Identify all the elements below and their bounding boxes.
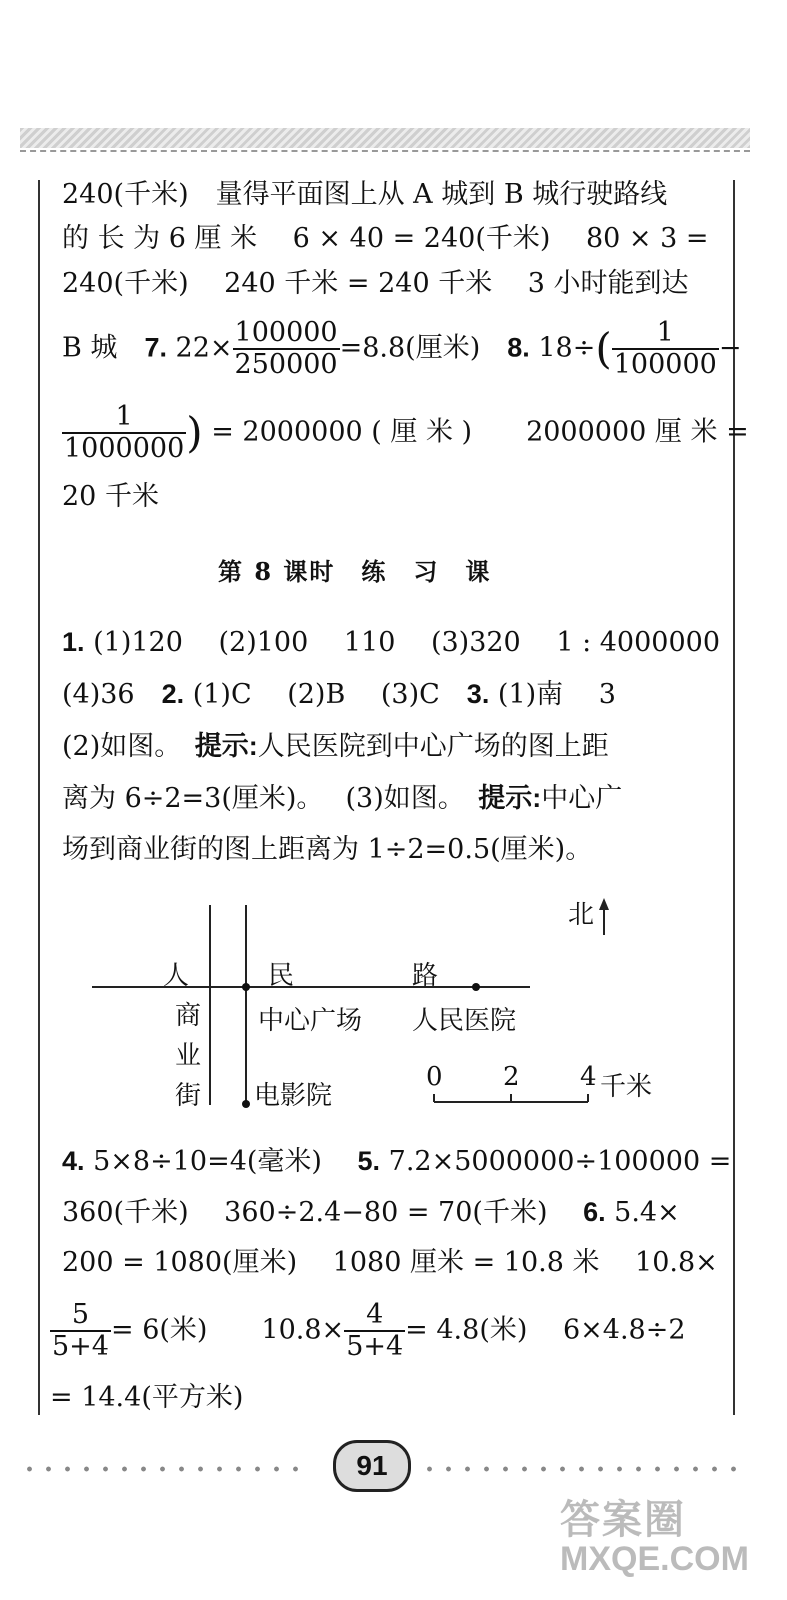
text-span: =8.8(厘米) <box>339 332 508 364</box>
text-span: B 城 <box>62 332 145 364</box>
header-divider <box>20 150 750 152</box>
answer-line-10: = 14.4(平方米) <box>50 1382 244 1413</box>
cinema-label: 电影院 <box>254 1081 333 1111</box>
answer-line-6 <box>62 1144 731 1179</box>
answer-line-9 <box>50 1300 686 1362</box>
text-span: (1)南 3 <box>489 679 616 710</box>
text-span: (4)36 <box>62 679 162 710</box>
text-line-3: 240(千米) 240 千米 = 240 千米 3 小时能到达 <box>62 268 689 299</box>
denominator: 5+4 <box>346 1331 404 1362</box>
header-band <box>20 128 750 148</box>
watermark-url: MXQE.COM <box>560 1540 749 1578</box>
watermark-logo: 答案圈 <box>560 1498 686 1542</box>
fraction <box>612 318 719 380</box>
text-span: (1)120 (2)100 110 (3)320 1 : 4000000 <box>84 627 721 658</box>
footer-dots-right <box>420 1466 750 1472</box>
center-square-label: 中心广场 <box>258 1006 363 1036</box>
text-line-5 <box>62 402 749 464</box>
text-span: 7.2×5000000÷100000 = <box>380 1146 732 1177</box>
question-number: 4. <box>62 1146 85 1176</box>
denominator: 100000 <box>613 349 717 380</box>
question-number: 5. <box>357 1146 381 1176</box>
answer-line-7 <box>62 1195 680 1230</box>
street-label-shang: 商 <box>175 1001 202 1031</box>
text-span: 中心广 <box>541 783 623 814</box>
text-span: = 4.8(米) 6×4.8÷2 <box>405 1314 686 1346</box>
text-span: 22× <box>166 332 233 364</box>
left-border <box>38 180 40 1415</box>
hospital-point <box>472 983 480 991</box>
scale-label-4: 4 <box>580 1062 597 1092</box>
footer-dots-left <box>20 1466 310 1472</box>
answer-line-5: 场到商业街的图上距离为 1÷2=0.5(厘米)。 <box>62 834 593 865</box>
numerator: 4 <box>344 1300 405 1332</box>
road-label-lu: 路 <box>412 961 439 991</box>
question-number: 1. <box>62 627 85 657</box>
answer-line-8: 200 = 1080(厘米) 1080 厘米 = 10.8 米 10.8× <box>62 1247 718 1278</box>
text-span: 人民医院到中心广场的图上距 <box>257 731 609 762</box>
numerator: 5 <box>50 1300 111 1332</box>
denominator: 5+4 <box>52 1331 109 1362</box>
text-line-6: 20 千米 <box>62 481 159 512</box>
page-number: 91 <box>333 1440 411 1492</box>
road-label-min: 民 <box>268 961 295 991</box>
text-span: = 6(米) 10.8× <box>110 1314 345 1346</box>
cinema-point <box>242 1100 250 1108</box>
numerator: 100000 <box>234 317 338 348</box>
text-span: = 2000000 ( 厘 米 ) 2000000 厘 米 = <box>202 416 749 448</box>
answer-line-1 <box>62 625 720 660</box>
street-label-jie: 街 <box>175 1081 202 1111</box>
answer-line-2 <box>62 677 616 712</box>
question-number: 8. <box>507 332 530 363</box>
text-span: 360(千米) 360÷2.4−80 = 70(千米) <box>62 1197 584 1228</box>
text-span: (1)C (2)B (3)C <box>184 679 467 710</box>
denominator: 250000 <box>234 349 338 380</box>
fraction <box>344 1300 405 1362</box>
text-line-4: B 城 7. 22× $\frac{100000}{250000}$ =8.8(厘米) 8. 18÷( $\frac{1}{100000}$ − <box>62 317 742 380</box>
center-square-point <box>242 983 250 991</box>
north-arrow-head <box>599 898 609 910</box>
numerator: 1 <box>612 318 719 350</box>
fraction <box>50 1300 111 1362</box>
hint-label: 提示: <box>478 783 542 813</box>
street-label-ye: 业 <box>175 1041 202 1071</box>
numerator: 1 <box>62 402 186 434</box>
scale-label-0: 0 <box>426 1062 443 1092</box>
text-span: 离为 6÷2=3(厘米)。 (3)如图。 <box>62 783 479 814</box>
question-number: 2. <box>161 679 185 709</box>
fraction <box>233 318 340 380</box>
answer-line-4 <box>62 781 622 816</box>
hint-label: 提示: <box>194 731 258 761</box>
road-label-ren: 人 <box>163 961 190 991</box>
text-span: 5.4× <box>605 1197 680 1228</box>
scale-label-2: 2 <box>503 1062 520 1092</box>
denominator: 1000000 <box>64 433 185 464</box>
text-span: 5×8÷10=4(毫米) <box>84 1146 358 1177</box>
text-line-1: 240(千米) 量得平面图上从 A 城到 B 城行驶路线 <box>62 179 668 210</box>
text-line-2: 的 长 为 6 厘 米 6 × 40 = 240(千米) 80 × 3 = <box>62 223 709 254</box>
fraction <box>62 402 186 464</box>
hospital-label: 人民医院 <box>412 1006 517 1036</box>
text-span: 18÷ <box>529 332 596 364</box>
question-number: 6. <box>583 1197 606 1227</box>
map-diagram <box>0 880 787 1140</box>
question-number: 3. <box>466 679 490 709</box>
section-heading: 第 8 课时 练 习 课 <box>218 557 492 586</box>
north-label: 北 <box>568 900 595 930</box>
text-span: (2)如图。 <box>62 731 195 762</box>
answer-line-3 <box>62 729 609 764</box>
left-paren: ( <box>595 324 612 373</box>
question-number: 7. <box>144 332 167 363</box>
scale-unit-label: 千米 <box>600 1072 653 1102</box>
right-paren: ) <box>186 408 203 457</box>
